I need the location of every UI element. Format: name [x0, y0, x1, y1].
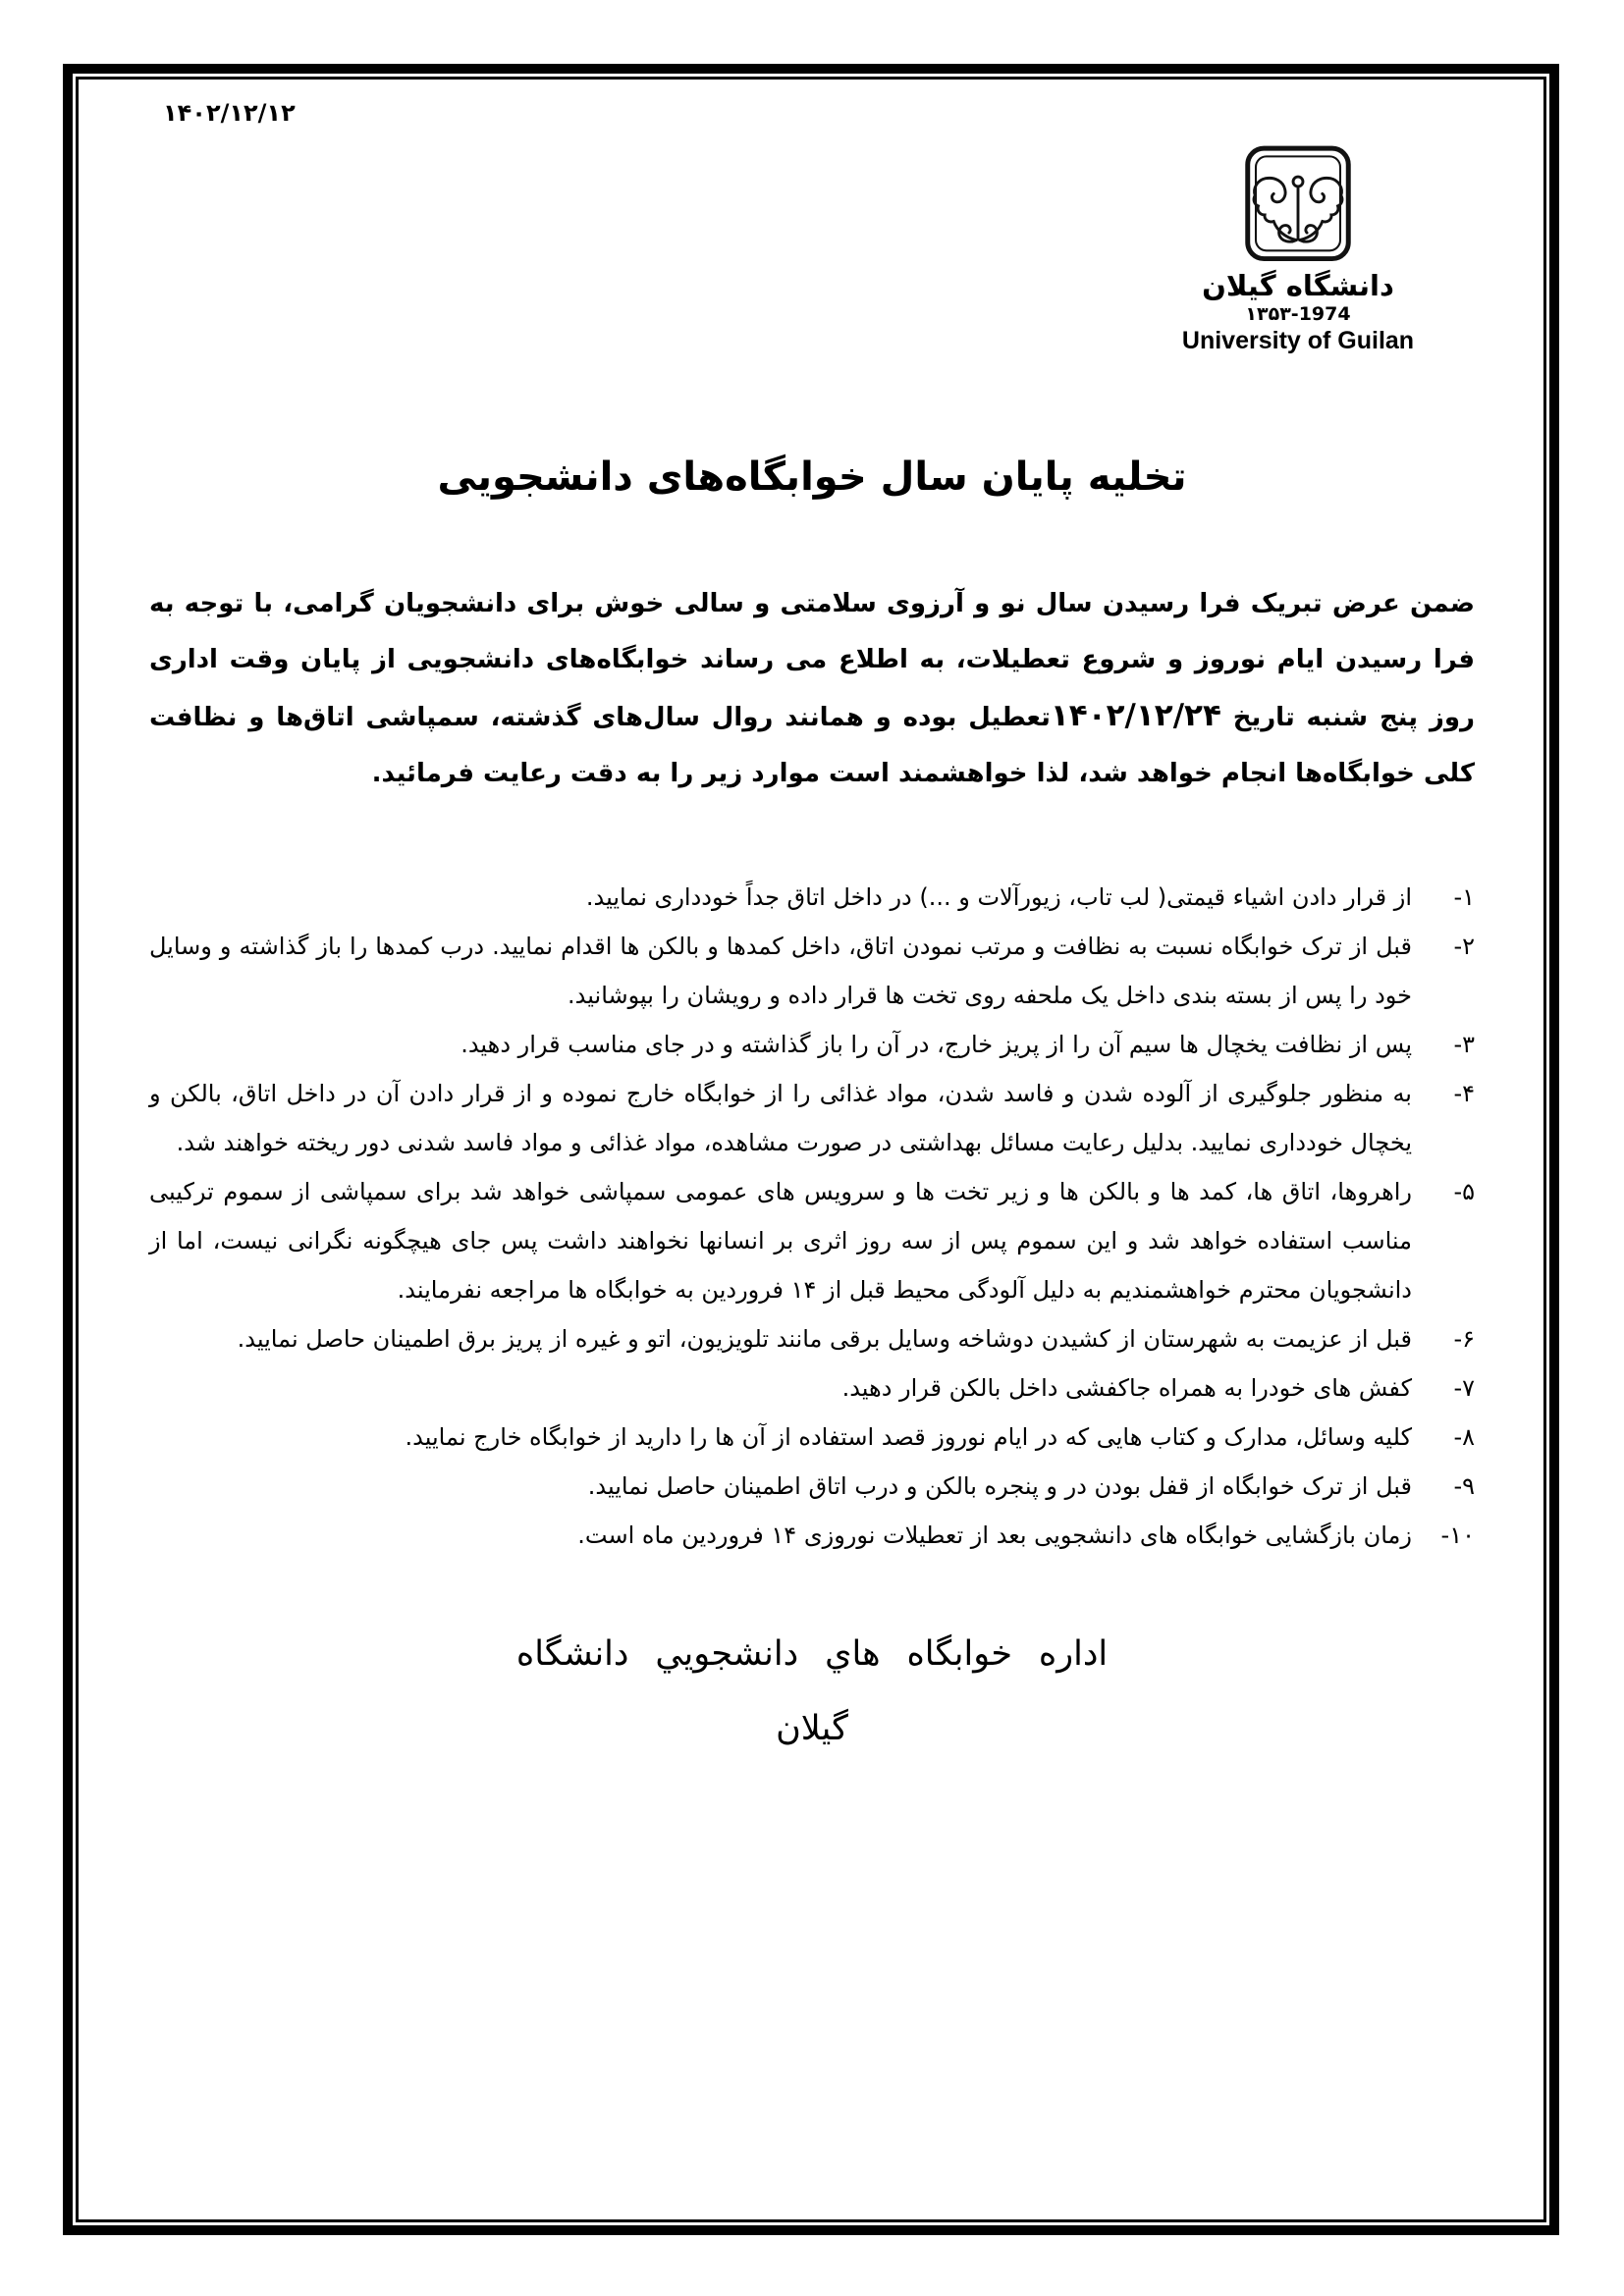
document-body — [149, 93, 1475, 1766]
list-item — [149, 1167, 1475, 1314]
list-item — [149, 1363, 1475, 1413]
signature-block — [149, 1617, 1475, 1766]
item-text: قبل از ترک خوابگاه نسبت به نظافت و مرتب نمودن اتاق، داخل کمدها و بالکن ها اقدام نمایید. درب کمدها را باز گذاشته و وسایل خود را پس از بسته بندی داخل یک ملحفه روی تخت ها قرار داده و رویشان را بپوشانید. — [149, 933, 1412, 1009]
item-text: به منظور جلوگیری از آلوده شدن و فاسد شدن، مواد غذائی را از خوابگاه خارج نموده و از قرار دادن آن در داخل اتاق، بالکن و یخچال خودداری نمایید. بدلیل رعایت مسائل بهداشتی در صورت مشاهده، مواد غذائی و مواد فاسد شدنی دور ریخته خواهند شد. — [149, 1080, 1412, 1156]
item-text: کفش های خودرا به همراه جاکفشی داخل بالکن قرار دهید. — [841, 1374, 1412, 1402]
university-logo — [1151, 144, 1445, 354]
intro-text-part1: ضمن عرض تبریک فرا رسیدن سال نو و آرزوی سلامتی و سالی خوش برای دانشجویان گرامی، با توجه به فرا رسیدن ایام نوروز و شروع تعطیلات، به اطلاع می رساند خوابگاه‌های دانشجویی از پایان وقت اداری روز پنج شنبه تاریخ — [149, 589, 1475, 732]
list-item — [149, 922, 1475, 1020]
list-item — [149, 1462, 1475, 1511]
intro-text-part2: تعطیل بوده و همانند روال سال‌های گذشته، سمپاشی اتاق‌ها و نظافت کلی خوابگاه‌ها انجام خواهد شد، لذا خواهشمند است موارد زیر را به دقت رعایت فرمائید. — [149, 703, 1475, 788]
item-text: از قرار دادن اشیاء قیمتی( لب تاب، زیورآلات و ...) در داخل اتاق جداً خودداری نمایید. — [585, 883, 1412, 911]
list-item — [149, 1020, 1475, 1069]
item-text: کلیه وسائل، مدارک و کتاب هایی که در ایام نوروز قصد استفاده از آن ها را دارید از خوابگاه خارج نمایید. — [405, 1423, 1412, 1451]
item-text: قبل از عزیمت به شهرستان از کشیدن دوشاخه وسایل برقی مانند تلویزیون، اتو و غیره از پریز برق اطمینان حاصل نمایید. — [237, 1325, 1412, 1353]
item-number: ۱۰- — [1440, 1522, 1475, 1549]
list-item — [149, 873, 1475, 922]
document-header — [149, 93, 1475, 447]
document-date: ۱۴۰۲/۱۲/۱۲ — [163, 99, 296, 127]
signature-line1: اداره خوابگاه هاي دانشجويي دانشگاه — [515, 1634, 1109, 1674]
rules-list — [149, 873, 1475, 1560]
item-number: ۴- — [1453, 1080, 1475, 1107]
closure-date: ۱۴۰۲/۱۲/۲۴ — [1050, 698, 1221, 733]
university-founding-years: ۱۳۵۳-1974 — [1245, 303, 1351, 325]
item-number: ۶- — [1453, 1325, 1475, 1353]
item-number: ۹- — [1453, 1472, 1475, 1500]
item-number: ۳- — [1453, 1031, 1475, 1058]
document-title: تخلیه پایان سال خوابگاه‌های دانشجویی — [437, 454, 1187, 500]
item-number: ۵- — [1453, 1178, 1475, 1205]
list-item — [149, 1314, 1475, 1363]
university-name-fa: دانشگاه گیلان — [1202, 269, 1394, 302]
item-number: ۸- — [1453, 1423, 1475, 1451]
university-emblem-icon — [1241, 144, 1355, 266]
item-text: پس از نظافت یخچال ها سیم آن را از پریز خارج، در آن را باز گذاشته و در جای مناسب قرار دهید. — [460, 1031, 1412, 1058]
item-number: ۲- — [1453, 933, 1475, 960]
list-item — [149, 1069, 1475, 1167]
university-name-en: University of Guilan — [1181, 327, 1415, 354]
item-number: ۱- — [1453, 883, 1475, 911]
item-text: قبل از ترک خوابگاه از قفل بودن در و پنجره بالکن و درب اتاق اطمینان حاصل نمایید. — [587, 1472, 1412, 1500]
item-text: راهروها، اتاق ها، کمد ها و بالکن ها و زیر تخت ها و سرویس های عمومی سمپاشی خواهد شد برای سمپاشی از سموم ترکیبی مناسب استفاده خواهد شد و این سموم پس از سه روز اثری بر انسانها نخواهند داشت پس جای هیچگونه نگرانی نیست، اما از دانشجویان محترم خواهشمندیم به دلیل آلودگی محیط قبل از ۱۴ فروردین به خوابگاه ها مراجعه نفرمایند. — [149, 1178, 1412, 1304]
signature-line2: گيلان — [776, 1709, 848, 1748]
item-number: ۷- — [1453, 1374, 1475, 1402]
item-text: زمان بازگشایی خوابگاه های دانشجویی بعد از تعطیلات نوروزی ۱۴ فروردین ماه است. — [577, 1522, 1412, 1549]
list-item — [149, 1511, 1475, 1560]
intro-paragraph — [149, 576, 1475, 802]
list-item — [149, 1413, 1475, 1462]
